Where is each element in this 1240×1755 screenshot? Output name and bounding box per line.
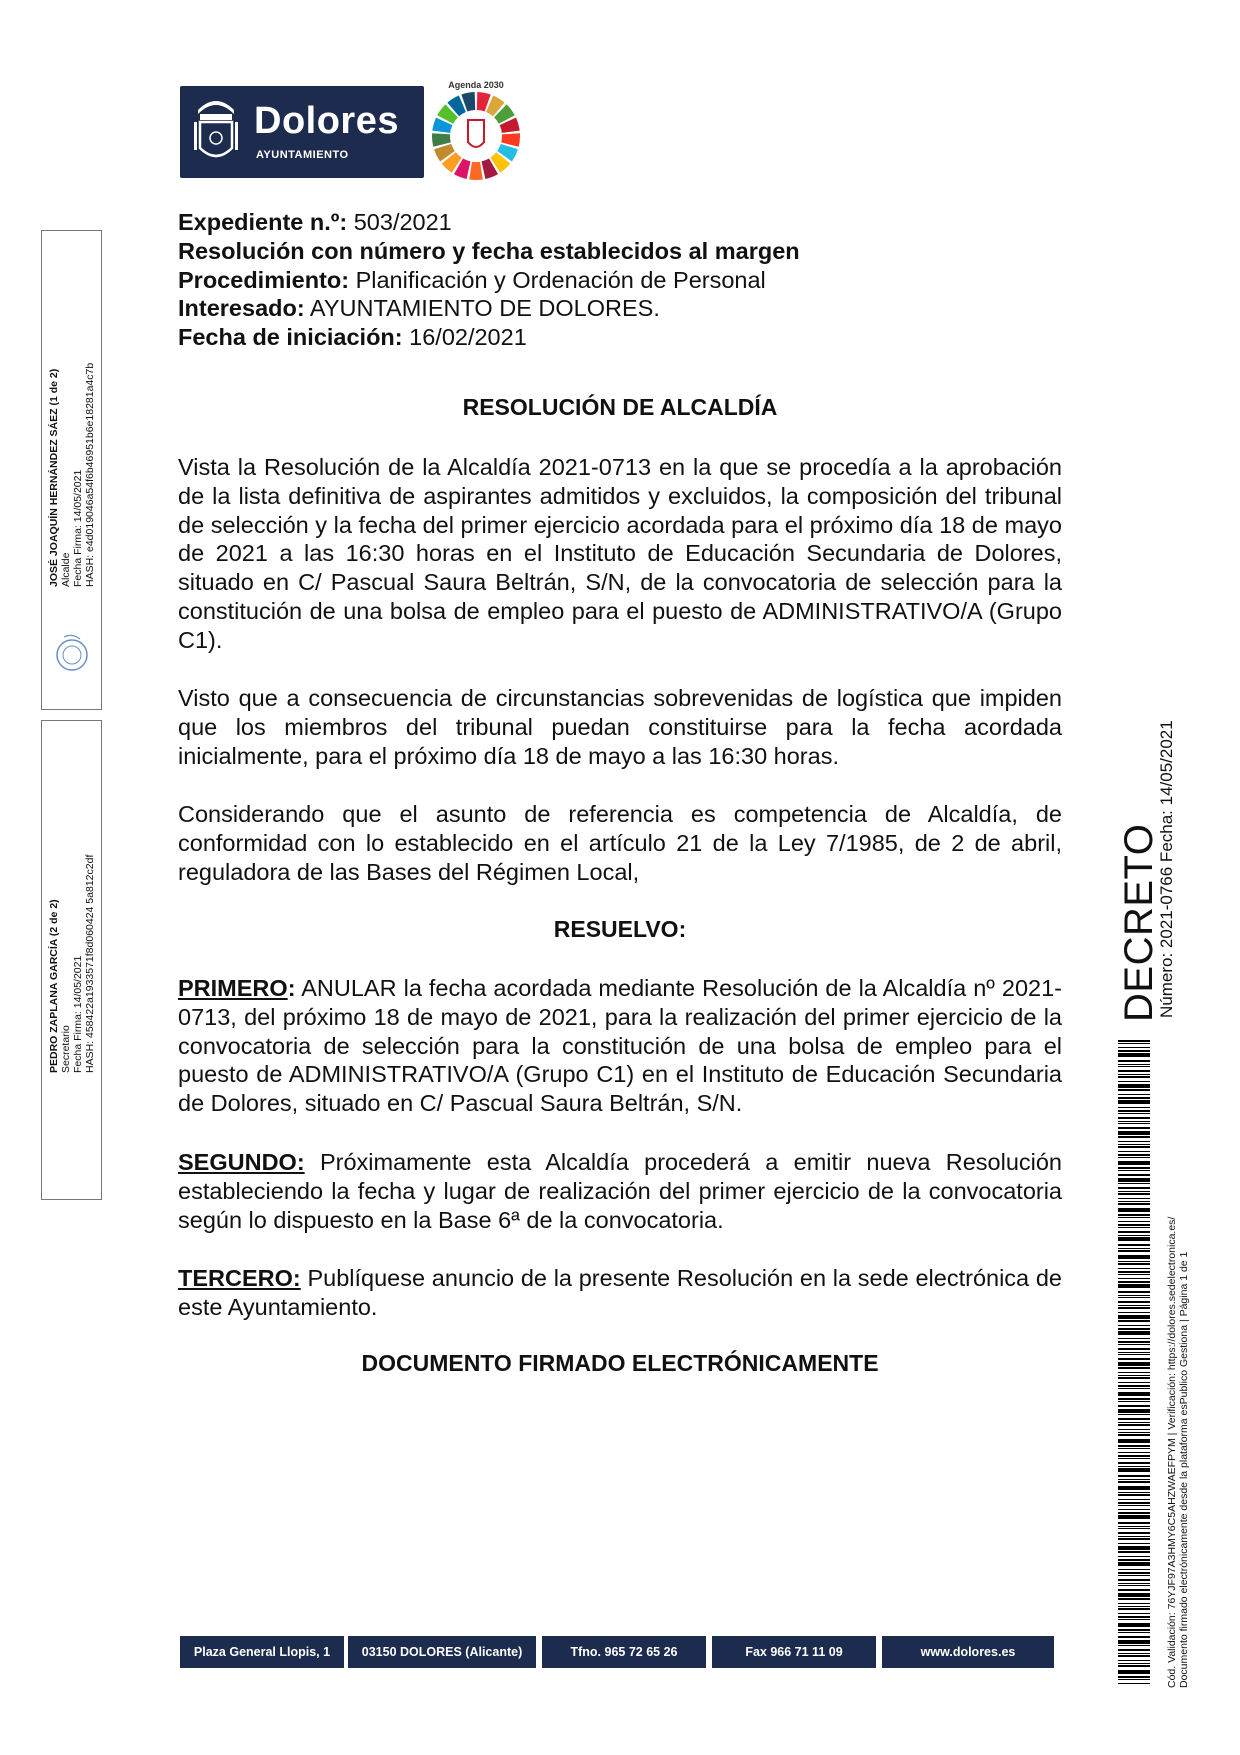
barcode-bar <box>1118 1208 1150 1212</box>
barcode-bar <box>1118 1562 1150 1566</box>
fecha-label: Fecha de iniciación: <box>178 324 403 351</box>
barcode-bar <box>1118 1414 1150 1415</box>
barcode-bar <box>1118 1060 1150 1062</box>
barcode-bar <box>1118 1655 1150 1657</box>
decreto-label: DECRETO <box>1117 823 1161 1022</box>
barcode-bar <box>1118 1113 1150 1114</box>
barcode-bar <box>1118 1663 1150 1664</box>
barcode-bar <box>1118 1479 1150 1480</box>
barcode-icon <box>1118 1040 1150 1685</box>
barcode-bar <box>1118 1066 1150 1067</box>
barcode-bar <box>1118 1198 1150 1199</box>
barcode-bar <box>1118 1492 1150 1493</box>
barcode-bar <box>1118 1528 1150 1529</box>
barcode-bar <box>1118 1174 1150 1176</box>
barcode-bar <box>1118 1121 1150 1122</box>
barcode-bar <box>1118 1221 1150 1222</box>
barcode-bar <box>1118 1338 1150 1339</box>
barcode-bar <box>1118 1191 1150 1192</box>
barcode-bar <box>1118 1418 1150 1420</box>
barcode-bar <box>1118 1348 1150 1350</box>
barcode-bar <box>1118 1475 1150 1477</box>
barcode-bar <box>1118 1040 1150 1042</box>
barcode-bar <box>1118 1094 1150 1095</box>
barcode-bar <box>1118 1606 1150 1607</box>
barcode-bar <box>1118 1268 1150 1269</box>
barcode-bar <box>1118 1551 1150 1553</box>
interesado-label: Interesado: <box>178 295 305 322</box>
validation-line-2: Documento firmado electrónicamente desde la plataforma esPublico Gestiona | Página 1 de 1 <box>1178 1251 1190 1688</box>
barcode-bar <box>1118 1193 1150 1195</box>
barcode-bar <box>1118 1422 1150 1423</box>
resolucion-line <box>178 237 1062 266</box>
barcode-bar <box>1118 1670 1150 1674</box>
logo-subtitle: AYUNTAMIENTO <box>256 149 349 161</box>
barcode-bar <box>1118 1660 1150 1661</box>
barcode-bar <box>1118 1170 1150 1171</box>
signature-1-hash: HASH: e4d019046a54f6b46951b6e18281a4c7b <box>84 362 96 587</box>
signature-1-role: Alcalde <box>60 552 72 587</box>
agenda-label: Agenda 2030 <box>448 80 504 90</box>
barcode-bar <box>1118 1076 1150 1078</box>
barcode-bar <box>1118 1512 1150 1514</box>
barcode-bar <box>1118 1424 1150 1426</box>
barcode-bar <box>1118 1161 1150 1165</box>
barcode-bar <box>1118 1231 1150 1233</box>
barcode-bar <box>1118 1546 1150 1550</box>
barcode-bar <box>1118 1452 1150 1453</box>
barcode-bar <box>1118 1583 1150 1584</box>
barcode-bar <box>1118 1401 1150 1402</box>
barcode-bar <box>1118 1097 1150 1099</box>
barcode-bar <box>1118 1295 1150 1296</box>
sdg-segment <box>432 133 451 147</box>
expediente-line <box>178 208 1062 237</box>
barcode-bar <box>1118 1320 1150 1322</box>
barcode-bar <box>1118 1081 1150 1082</box>
validation-code <box>1166 1217 1190 1688</box>
primero-text: ANULAR la fecha acordada mediante Resolución de la Alcaldía nº 2021-0713, del próximo 18 de mayo de 2021, para la realización del primer ejercicio de la convocatoria de selección para la constitución de una bolsa de empleo para el puesto de ADMINISTRATIVO/A (Grupo C1) en el Instituto de Educación Secundaria de Dolores, situado en C/ Pascual Saura Beltrán, S/N. <box>178 975 1062 1117</box>
barcode-bar <box>1118 1154 1150 1156</box>
fecha-line <box>178 323 1062 352</box>
barcode-bar <box>1118 1494 1150 1496</box>
barcode-bar <box>1118 1107 1150 1108</box>
barcode-bar <box>1118 1100 1150 1104</box>
barcode-bar <box>1118 1385 1150 1387</box>
barcode-bar <box>1118 1131 1150 1135</box>
barcode-bar <box>1118 1315 1150 1319</box>
barcode-bar <box>1118 1432 1150 1433</box>
barcode-bar <box>1118 1123 1150 1124</box>
barcode-bar <box>1118 1328 1150 1330</box>
expediente-label: Expediente n.º: <box>178 209 348 235</box>
firmado-heading: DOCUMENTO FIRMADO ELECTRÓNICAMENTE <box>361 1350 879 1376</box>
barcode-bar <box>1118 1515 1150 1519</box>
barcode-bar <box>1118 1429 1150 1430</box>
barcode-bar <box>1118 1297 1150 1298</box>
barcode-bar <box>1118 1284 1150 1288</box>
barcode-bar <box>1118 1649 1150 1651</box>
barcode-bar <box>1118 1217 1150 1218</box>
barcode-bar <box>1118 1536 1150 1537</box>
document-title: RESOLUCIÓN DE ALCALDÍA <box>462 394 778 420</box>
barcode-bar <box>1118 1237 1150 1241</box>
barcode-bar <box>1118 1636 1150 1638</box>
fecha-value: 16/02/2021 <box>402 324 527 351</box>
barcode-bar <box>1118 1398 1150 1400</box>
barcode-bar <box>1118 1653 1150 1654</box>
footer-city: 03150 DOLORES (Alicante) <box>348 1636 536 1668</box>
barcode-bar <box>1118 1248 1150 1249</box>
barcode-bar <box>1118 1585 1150 1586</box>
barcode-bar <box>1118 1047 1150 1048</box>
primero-clause <box>178 974 1062 1118</box>
validation-line-1: Cód. Validación: 76YJF97A3HMY6C5AHZWAEFPYM | Verificación: https://dolores.sedelectronica.es/ <box>1166 1216 1178 1688</box>
barcode-bar <box>1118 1301 1150 1303</box>
barcode-bar <box>1118 1645 1150 1646</box>
barcode-bar <box>1118 1224 1150 1226</box>
barcode-bar <box>1118 1255 1150 1259</box>
barcode-bar <box>1118 1439 1150 1443</box>
barcode-bar <box>1118 1569 1150 1570</box>
barcode-bar <box>1118 1445 1150 1447</box>
barcode-bar <box>1118 1227 1150 1228</box>
barcode-bar <box>1118 1146 1150 1148</box>
dolores-logo <box>180 86 424 178</box>
barcode-bar <box>1118 1144 1150 1145</box>
barcode-bar <box>1118 1235 1150 1236</box>
barcode-bar <box>1118 1559 1150 1561</box>
barcode-bar <box>1118 1244 1150 1246</box>
barcode-bar <box>1118 1187 1150 1189</box>
barcode-bar <box>1118 1405 1150 1407</box>
barcode-bar <box>1118 1214 1150 1216</box>
barcode-bar <box>1118 1127 1150 1129</box>
barcode-bar <box>1118 1291 1150 1293</box>
barcode-bar <box>1118 1362 1150 1366</box>
barcode-bar <box>1118 1250 1150 1252</box>
barcode-bar <box>1118 1084 1150 1088</box>
sdg-segment <box>469 162 483 180</box>
barcode-bar <box>1118 1053 1150 1057</box>
footer-bar <box>180 1636 1054 1668</box>
barcode-bar <box>1118 1201 1150 1202</box>
agenda-2030-logo <box>428 80 524 180</box>
barcode-bar <box>1118 1665 1150 1667</box>
signature-1-text <box>48 363 96 587</box>
barcode-bar <box>1118 1358 1150 1360</box>
barcode-bar <box>1118 1598 1150 1600</box>
barcode-bar <box>1118 1486 1150 1490</box>
barcode-bar <box>1118 1462 1150 1464</box>
expediente-value: 503/2021 <box>347 209 452 235</box>
barcode-bar <box>1118 1679 1150 1680</box>
paragraph-vista: Vista la Resolución de la Alcaldía 2021-0713 en la que se procedía a la aprobación de la lista definitiva de aspirantes admitidos y excluidos, la composición del tribunal de selección y la fecha del primer ejercicio acordada para el próximo día 18 de mayo de 2021 a las 16:30 horas en el Instituto de Educación Secundaria de Dolores, situado en C/ Pascual Saura Beltrán, S/N, de la convocatoria de selección para la constitución de una bolsa de empleo para el puesto de ADMINISTRATIVO/A (Grupo C1). <box>178 454 1062 653</box>
barcode-bar <box>1118 1593 1150 1597</box>
barcode-bar <box>1118 1344 1150 1345</box>
barcode-bar <box>1118 1556 1150 1557</box>
seal-icon <box>54 633 90 673</box>
decreto-numero-fecha: Número: 2021-0766 Fecha: 14/05/2021 <box>1157 720 1176 1018</box>
interesado-line <box>178 294 1062 323</box>
barcode-bar <box>1118 1325 1150 1326</box>
primero-label: PRIMERO <box>178 975 288 1001</box>
barcode-bar <box>1118 1307 1150 1309</box>
barcode-bar <box>1118 1352 1150 1353</box>
barcode-bar <box>1118 1388 1150 1389</box>
barcode-bar <box>1118 1409 1150 1413</box>
barcode-bar <box>1118 1434 1150 1436</box>
barcode-bar <box>1118 1683 1150 1684</box>
barcode-bar <box>1118 1538 1150 1540</box>
barcode-bar <box>1118 1070 1150 1072</box>
barcode-bar <box>1118 1543 1150 1544</box>
barcode-bar <box>1118 1089 1150 1091</box>
barcode-bar <box>1118 1157 1150 1158</box>
barcode-bar <box>1118 1616 1150 1618</box>
barcode-bar <box>1118 1505 1150 1506</box>
barcode-bar <box>1118 1526 1150 1527</box>
barcode-bar <box>1118 1183 1150 1184</box>
tercero-text: Publíquese anuncio de la presente Resolución en la sede electrónica de este Ayuntamiento. <box>178 1265 1062 1320</box>
logo-name: Dolores <box>254 100 399 142</box>
signature-2-name: PEDRO ZAPLANA GARCÍA (2 de 2) <box>48 899 60 1073</box>
barcode-bar <box>1118 1629 1150 1631</box>
barcode-bar <box>1118 1375 1150 1376</box>
barcode-bar <box>1118 1632 1150 1633</box>
barcode-bar <box>1118 1522 1150 1524</box>
barcode-bar <box>1118 1261 1150 1262</box>
barcode-bar <box>1118 1050 1150 1052</box>
footer-website[interactable]: www.dolores.es <box>882 1636 1054 1668</box>
expediente-block <box>178 208 1062 352</box>
segundo-clause <box>178 1148 1062 1234</box>
footer-address: Plaza General Llopis, 1 <box>180 1636 344 1668</box>
sdg-wheel-icon <box>430 90 522 182</box>
signature-2-role: Secretario <box>60 1025 72 1073</box>
barcode-bar <box>1118 1281 1150 1283</box>
barcode-bar <box>1118 1448 1150 1449</box>
signature-1-name: JOSÉ JOAQUÍN HERNÁNDEZ SÁEZ (1 de 2) <box>48 368 60 587</box>
barcode-bar <box>1118 1136 1150 1138</box>
barcode-bar <box>1118 1354 1150 1355</box>
barcode-bar <box>1118 1141 1150 1142</box>
barcode-bar <box>1118 1619 1150 1620</box>
segundo-label: SEGUNDO: <box>178 1149 305 1175</box>
signature-box-1 <box>41 230 102 710</box>
footer-fax: Fax 966 71 11 09 <box>712 1636 876 1668</box>
barcode-bar <box>1118 1509 1150 1510</box>
barcode-bar <box>1118 1074 1150 1075</box>
footer-phone: Tfno. 965 72 65 26 <box>542 1636 706 1668</box>
procedimiento-value: Planificación y Ordenación de Personal <box>349 266 766 293</box>
procedimiento-label: Procedimiento: <box>178 266 350 293</box>
tercero-clause <box>178 1264 1062 1322</box>
barcode-bar <box>1118 1579 1150 1581</box>
barcode-bar <box>1118 1372 1150 1373</box>
barcode-bar <box>1118 1466 1150 1467</box>
tercero-label: TERCERO: <box>178 1265 301 1291</box>
barcode-bar <box>1118 1274 1150 1275</box>
barcode-bar <box>1118 1640 1150 1644</box>
resolucion-text: Resolución con número y fecha establecidos al margen <box>178 237 800 264</box>
barcode-bar <box>1118 1377 1150 1379</box>
barcode-bar <box>1118 1167 1150 1169</box>
barcode-bar <box>1118 1263 1150 1265</box>
barcode-bar <box>1118 1312 1150 1313</box>
barcode-bar <box>1118 1331 1150 1335</box>
signature-2-hash: HASH: 458422a1933571f8d060424 5a812c2df <box>84 854 96 1073</box>
interesado-value: AYUNTAMIENTO DE DOLORES. <box>304 295 660 322</box>
barcode-bar <box>1118 1305 1150 1306</box>
barcode-bar <box>1118 1502 1150 1504</box>
barcode-bar <box>1118 1455 1150 1457</box>
barcode-bar <box>1118 1043 1150 1044</box>
barcode-bar <box>1118 1271 1150 1273</box>
barcode-bar <box>1118 1676 1150 1678</box>
barcode-bar <box>1118 1613 1150 1614</box>
sdg-segment <box>501 133 520 147</box>
barcode-bar <box>1118 1278 1150 1279</box>
signature-2-text <box>48 855 96 1073</box>
barcode-bar <box>1118 1178 1150 1182</box>
barcode-bar <box>1118 1603 1150 1604</box>
paragraph-considerando: Considerando que el asunto de referencia es competencia de Alcaldía, de conformidad con lo establecido en el artículo 21 de la Ley 7/1985, de 2 de abril, reguladora de las Bases del Régimen Local, <box>178 801 1062 885</box>
barcode-bar <box>1118 1608 1150 1610</box>
resuelvo-heading: RESUELVO: <box>553 916 687 942</box>
barcode-bar <box>1118 1572 1150 1574</box>
shield-icon <box>468 120 484 147</box>
barcode-bar <box>1118 1499 1150 1500</box>
primero-colon: : <box>287 975 296 1001</box>
barcode-bar <box>1118 1203 1150 1205</box>
barcode-bar <box>1118 1382 1150 1383</box>
barcode-bar <box>1118 1575 1150 1576</box>
signature-box-2 <box>41 720 102 1200</box>
signature-1-date: Fecha Firma: 14/05/2021 <box>72 469 84 587</box>
barcode-bar <box>1118 1392 1150 1396</box>
procedimiento-line <box>178 266 1062 295</box>
barcode-bar <box>1118 1151 1150 1152</box>
barcode-bar <box>1118 1341 1150 1343</box>
signature-2-date: Fecha Firma: 14/05/2021 <box>72 955 84 1073</box>
barcode-bar <box>1118 1367 1150 1369</box>
barcode-bar <box>1118 1468 1150 1472</box>
barcode-bar <box>1118 1481 1150 1483</box>
barcode-bar <box>1118 1623 1150 1627</box>
barcode-bar <box>1118 1110 1150 1112</box>
segundo-text: Próximamente esta Alcaldía procederá a emitir nueva Resolución estableciendo la fecha y lugar de realización del primer ejercicio de la convocatoria según lo dispuesto en la Base 6ª de la convocatoria. <box>178 1149 1062 1233</box>
barcode-bar <box>1118 1117 1150 1119</box>
paragraph-visto: Visto que a consecuencia de circunstancias sobrevenidas de logística que impiden que los miembros del tribunal puedan constituirse para la fecha acordada inicialmente, para el próximo día 18 de mayo a las 16:30 horas. <box>178 685 1062 769</box>
barcode-bar <box>1118 1532 1150 1534</box>
barcode-bar <box>1118 1064 1150 1065</box>
barcode-bar <box>1118 1458 1150 1459</box>
barcode-bar <box>1118 1589 1150 1591</box>
crest-icon <box>190 92 242 172</box>
